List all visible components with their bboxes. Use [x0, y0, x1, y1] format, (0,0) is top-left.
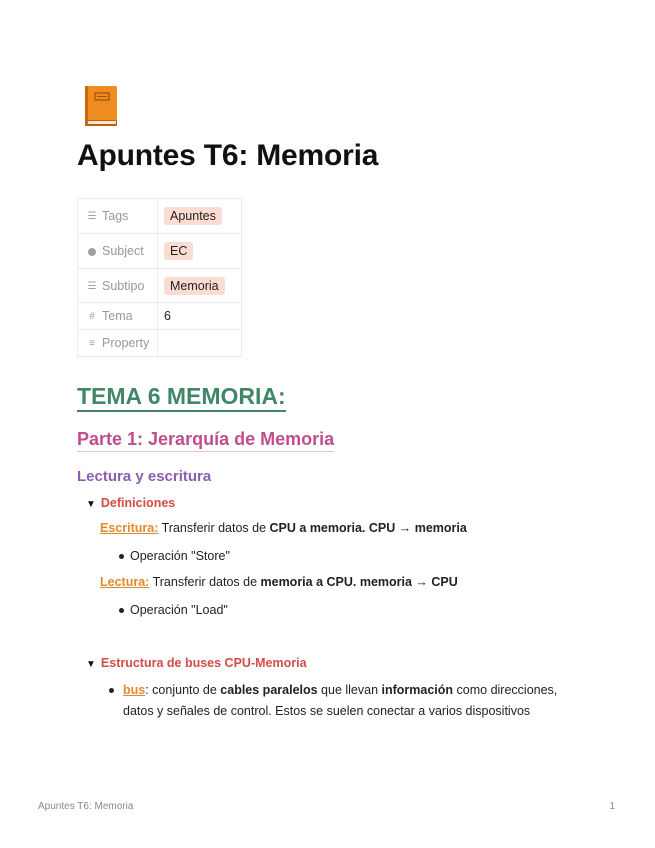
- escritura-label: Escritura:: [100, 521, 159, 535]
- triangle-down-icon[interactable]: ▼: [86, 499, 96, 510]
- page-title: Apuntes T6: Memoria: [77, 139, 379, 172]
- property-row-tags: [78, 199, 242, 234]
- property-key: Subtipo: [102, 278, 145, 293]
- escritura-line: Escritura: Transferir datos de CPU a memoria. CPU → memoria: [100, 521, 467, 535]
- property-row-subject: [78, 234, 242, 269]
- toggle-definiciones[interactable]: [86, 495, 175, 513]
- properties-table: [77, 198, 242, 357]
- page-number: 1: [609, 801, 615, 812]
- tag-apuntes[interactable]: Apuntes: [164, 207, 222, 225]
- property-row-tema: [78, 303, 242, 330]
- select-icon: [88, 248, 96, 256]
- footer-title: Apuntes T6: Memoria: [38, 801, 134, 812]
- orange-book-icon: [84, 85, 118, 127]
- tag-ec[interactable]: EC: [164, 242, 193, 260]
- bus-definition: bus: conjunto de cables paralelos que llevan información como direcciones, datos y señales de control. Estos se suelen conectar a varios dispositivos: [123, 680, 583, 722]
- heading-tema-6: TEMA 6 MEMORIA:: [77, 383, 286, 412]
- list-item: Operación "Load": [130, 603, 228, 617]
- bus-term: bus: [123, 683, 146, 697]
- list-icon: ☰: [87, 211, 97, 223]
- tag-memoria[interactable]: Memoria: [164, 277, 225, 295]
- lectura-line: Lectura: Transferir datos de memoria a CPU. memoria → CPU: [100, 575, 458, 589]
- property-value[interactable]: 6: [158, 303, 242, 330]
- toggle-label: Estructura de buses CPU-Memoria: [100, 656, 307, 670]
- number-icon: #: [89, 311, 95, 323]
- toggle-estructura-buses[interactable]: [86, 655, 307, 673]
- property-key: Tema: [102, 309, 133, 323]
- list-icon: ☰: [87, 280, 97, 292]
- property-key: Subject: [102, 244, 144, 258]
- property-row-property: [78, 330, 242, 357]
- toggle-label: Definiciones: [100, 496, 176, 510]
- text-icon: ≡: [89, 338, 95, 350]
- property-row-subtipo: [78, 269, 242, 303]
- lectura-label: Lectura:: [100, 575, 150, 589]
- property-key: Tags: [102, 209, 129, 223]
- property-key: Property: [102, 336, 150, 350]
- heading-lectura-escritura: Lectura y escritura: [77, 468, 212, 485]
- property-value[interactable]: [158, 330, 242, 357]
- list-item: Operación "Store": [130, 549, 230, 563]
- heading-parte-1: Parte 1: Jerarquía de Memoria: [77, 428, 334, 452]
- triangle-down-icon[interactable]: ▼: [86, 659, 96, 670]
